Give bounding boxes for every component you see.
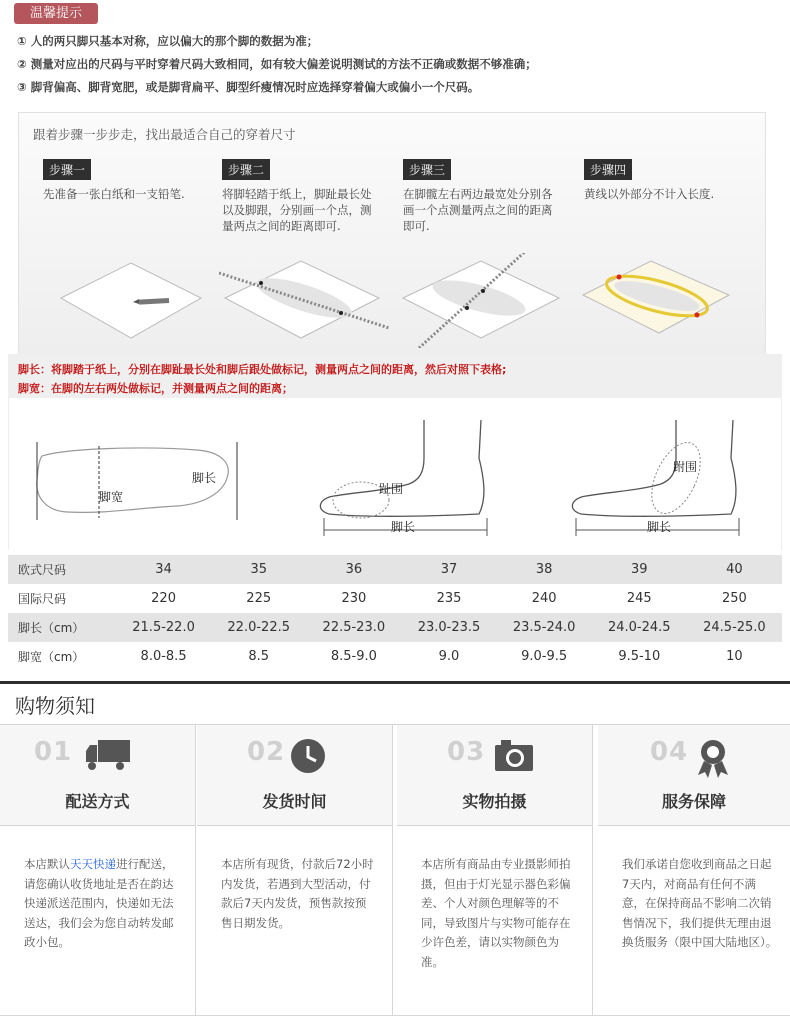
table-cell: 21.5-22.0	[116, 613, 211, 642]
award-ribbon-icon	[694, 737, 732, 779]
table-row	[8, 555, 782, 584]
col-body	[622, 855, 778, 953]
tip-line-1: ① 人的两只脚只基本对称，应以偏大的那个脚的数据为准；	[17, 34, 319, 48]
table-cell: 22.5-23.0	[306, 613, 401, 642]
table-cell: 36	[306, 555, 401, 584]
step-3-text: 在脚髋左右两边最宽处分别各画一个点测量两点之间的距离即可.	[403, 187, 553, 233]
step-3-label: 步骤三	[403, 159, 451, 180]
col-title: 发货时间	[262, 792, 327, 811]
row-header: 国际尺码	[8, 584, 116, 613]
col-number: 02	[247, 737, 286, 767]
table-cell: 225	[211, 584, 306, 613]
tip-line-3: ③ 脚背偏高、脚背宽肥，或是脚背扁平、脚型纤瘦情况时应选择穿着偏大或偏小一个尺码。	[17, 80, 480, 94]
step-2	[222, 159, 392, 234]
table-cell: 240	[497, 584, 592, 613]
col-number: 04	[650, 737, 689, 767]
row-header: 脚长（cm）	[8, 613, 116, 642]
fig2-toe-label: 趾围	[379, 482, 404, 496]
foot-width-illustration	[399, 253, 569, 348]
table-cell: 8.5-9.0	[306, 642, 401, 671]
table-cell: 235	[401, 584, 496, 613]
fig1-width-label: 脚宽	[99, 490, 124, 504]
size-chart-table	[8, 555, 782, 671]
notice-grid	[0, 724, 790, 1016]
table-cell: 23.5-24.0	[497, 613, 592, 642]
col-header	[0, 725, 195, 826]
table-cell: 40	[687, 555, 782, 584]
table-cell: 24.0-24.5	[592, 613, 687, 642]
body-text: 本店默认	[24, 857, 70, 871]
measure-notes	[8, 354, 782, 398]
foot-diagrams	[8, 398, 782, 550]
col-header	[397, 725, 592, 826]
col-header	[598, 725, 790, 826]
courier-link[interactable]: 天天快递	[70, 857, 116, 871]
table-cell: 34	[116, 555, 211, 584]
foot-length-illustration	[219, 253, 389, 348]
step-3	[403, 159, 573, 234]
step-2-label: 步骤二	[222, 159, 270, 180]
table-cell: 8.0-8.5	[116, 642, 211, 671]
table-row	[8, 613, 782, 642]
table-cell: 37	[401, 555, 496, 584]
tips-tag: 温馨提示	[14, 3, 98, 24]
col-body	[221, 855, 377, 933]
col-number: 01	[34, 737, 73, 767]
measure-steps-panel	[18, 112, 766, 357]
table-cell: 10	[687, 642, 782, 671]
col-header	[197, 725, 392, 826]
notice-title: 购物须知	[15, 694, 95, 718]
notice-col-delivery	[0, 725, 196, 1015]
step-1-label: 步骤一	[43, 159, 91, 180]
notice-col-service	[598, 725, 790, 1015]
table-row	[8, 584, 782, 613]
table-cell: 9.0-9.5	[497, 642, 592, 671]
step-4	[584, 159, 754, 202]
step-1-text: 先准备一张白纸和一支铅笔.	[43, 187, 185, 201]
step-4-label: 步骤四	[584, 159, 632, 180]
table-cell: 220	[116, 584, 211, 613]
col-title: 服务保障	[661, 792, 726, 811]
fig1-length-label: 脚长	[192, 471, 217, 485]
col-title: 实物拍摄	[462, 792, 527, 811]
note-foot-width: 脚宽：在脚的左右两处做标记，并测量两点之间的距离；	[18, 382, 293, 395]
body-text: 进行配送，请您确认收货地址是否在韵达快递派送范围内，快递如无法送达，我们会为您自动转发邮政小包。	[24, 857, 174, 949]
table-cell: 245	[592, 584, 687, 613]
table-cell: 9.0	[401, 642, 496, 671]
step-2-text: 将脚轻踏于纸上，脚趾最长处以及脚跟，分别画一个点，测量两点之间的距离即可.	[222, 187, 372, 233]
step-4-text: 黄线以外部分不计入长度.	[584, 187, 715, 201]
table-cell: 23.0-23.5	[401, 613, 496, 642]
table-cell: 9.5-10	[592, 642, 687, 671]
col-title: 配送方式	[65, 792, 130, 811]
table-cell: 35	[211, 555, 306, 584]
notice-col-shipping-time	[197, 725, 393, 1015]
table-cell: 38	[497, 555, 592, 584]
camera-icon	[493, 737, 535, 773]
row-header: 脚宽（cm）	[8, 642, 116, 671]
table-cell: 39	[592, 555, 687, 584]
steps-title: 跟着步骤一步步走，找出最适合自己的穿着尺寸	[33, 127, 296, 142]
fig3-heel-label: 跗围	[673, 460, 698, 474]
row-header: 欧式尺码	[8, 555, 116, 584]
fig3-length-label: 脚长	[647, 520, 672, 534]
table-cell: 8.5	[211, 642, 306, 671]
yellow-outline-illustration	[579, 253, 749, 348]
notice-col-photos	[397, 725, 593, 1015]
tip-line-2: ② 测量对应出的尺码与平时穿着尺码大致相同，如有较大偏差说明测试的方法不正确或数据不够准确；	[17, 57, 537, 71]
section-divider	[0, 681, 790, 684]
col-body	[421, 855, 577, 972]
table-cell: 250	[687, 584, 782, 613]
col-body	[24, 855, 180, 953]
step-1	[43, 159, 213, 202]
table-row	[8, 642, 782, 671]
clock-icon	[289, 737, 327, 775]
table-cell: 24.5-25.0	[687, 613, 782, 642]
body-text: 我们承诺自您收到商品之日起7天内，对商品有任何不满意，在保持商品不影响二次销售情况下，我们提供无理由退换货服务（限中国大陆地区）。	[622, 857, 778, 949]
body-text: 本店所有现货，付款后72小时内发货，若遇到大型活动，付款后7天内发货，预售款按预售日期发货。	[221, 857, 374, 930]
body-text: 本店所有商品由专业摄影师拍摄，但由于灯光显示器色彩偏差、个人对颜色理解等的不同，导致图片与实物可能存在少许色差，请以实物颜色为准。	[421, 857, 571, 969]
paper-pencil-illustration	[41, 253, 211, 348]
note-foot-length: 脚长：将脚踏于纸上，分别在脚趾最长处和脚后跟处做标记，测量两点之间的距离，然后对照下表格;	[18, 363, 507, 376]
table-cell: 230	[306, 584, 401, 613]
table-cell: 22.0-22.5	[211, 613, 306, 642]
truck-icon	[84, 737, 132, 775]
col-number: 03	[447, 737, 486, 767]
fig2-length-label: 脚长	[391, 520, 416, 534]
